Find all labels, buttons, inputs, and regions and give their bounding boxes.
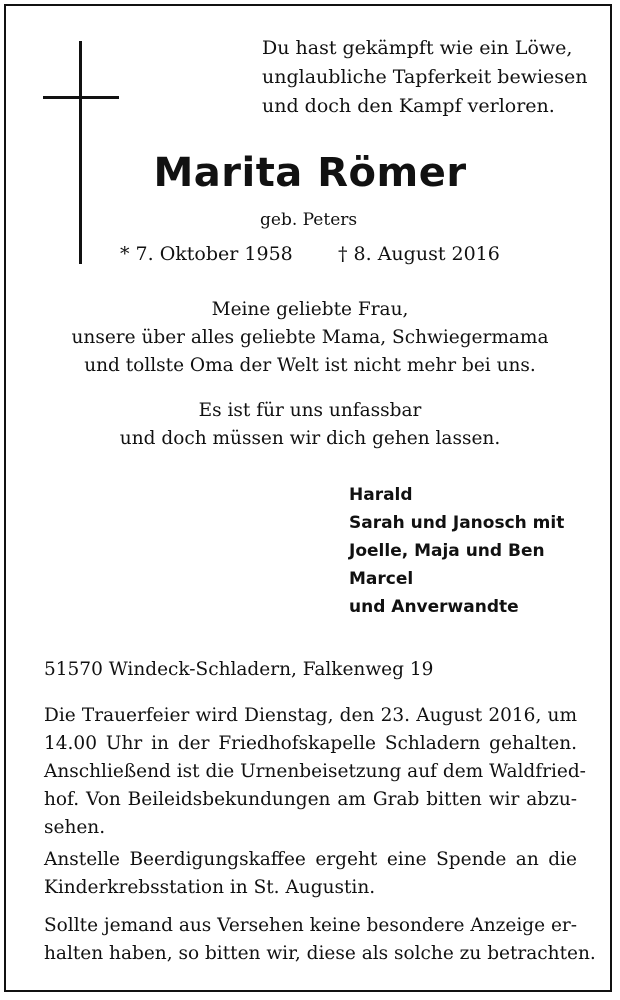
- tribute-line: und tollste Oma der Welt ist nicht mehr bei uns.: [84, 355, 536, 376]
- verse-line: und doch den Kampf verloren.: [262, 95, 555, 117]
- family-signatures: [349, 481, 564, 621]
- address: 51570 Windeck-Schladern, Falkenweg 19: [44, 659, 434, 680]
- notice-line: Kinderkrebsstation in St. Augustin.: [44, 877, 376, 898]
- verse-line: Du hast gekämpft wie ein Löwe,: [262, 37, 573, 59]
- tribute-line: Meine geliebte Frau,: [211, 299, 409, 320]
- family-member: Harald: [349, 485, 413, 505]
- announcement-notice: [44, 912, 596, 968]
- notice-line: Sollte jemand aus Versehen keine besondere Anzeige er-: [44, 915, 577, 936]
- cross-horizontal-bar: [43, 96, 119, 99]
- notice-line: Anstelle Beerdigungskaffee ergeht eine Spende an die: [44, 849, 577, 870]
- family-member: und Anverwandte: [349, 597, 519, 617]
- family-member: Joelle, Maja und Ben: [349, 541, 545, 561]
- born-name: geb. Peters: [260, 210, 358, 230]
- notice-line: Anschließend ist die Urnenbeisetzung auf dem Waldfried-: [44, 761, 586, 782]
- deceased-name: Marita Römer: [153, 150, 467, 196]
- memorial-verse: [262, 34, 588, 121]
- family-member: Sarah und Janosch mit: [349, 513, 565, 533]
- notice-line: halten haben, so bitten wir, diese als solche zu betrachten.: [44, 943, 596, 964]
- farewell-line: und doch müssen wir dich gehen lassen.: [119, 428, 501, 449]
- verse-line: unglaubliche Tapferkeit bewiesen: [262, 66, 588, 88]
- family-member: Marcel: [349, 569, 414, 589]
- notice-line: sehen.: [44, 817, 106, 838]
- tribute-text: [0, 296, 620, 380]
- birth-date: * 7. Oktober 1958: [120, 243, 293, 265]
- notice-line: 14.00 Uhr in der Friedhofskapelle Schladern gehalten.: [44, 733, 577, 754]
- funeral-notice: [44, 702, 586, 842]
- notice-line: Die Trauerfeier wird Dienstag, den 23. August 2016, um: [44, 705, 577, 726]
- farewell-text: [0, 397, 620, 453]
- tribute-line: unsere über alles geliebte Mama, Schwiegermama: [71, 327, 549, 348]
- farewell-line: Es ist für uns unfassbar: [198, 400, 422, 421]
- notice-line: hof. Von Beileidsbekundungen am Grab bitten wir abzu-: [44, 789, 577, 810]
- death-date: † 8. August 2016: [338, 243, 500, 265]
- donation-notice: [44, 846, 577, 902]
